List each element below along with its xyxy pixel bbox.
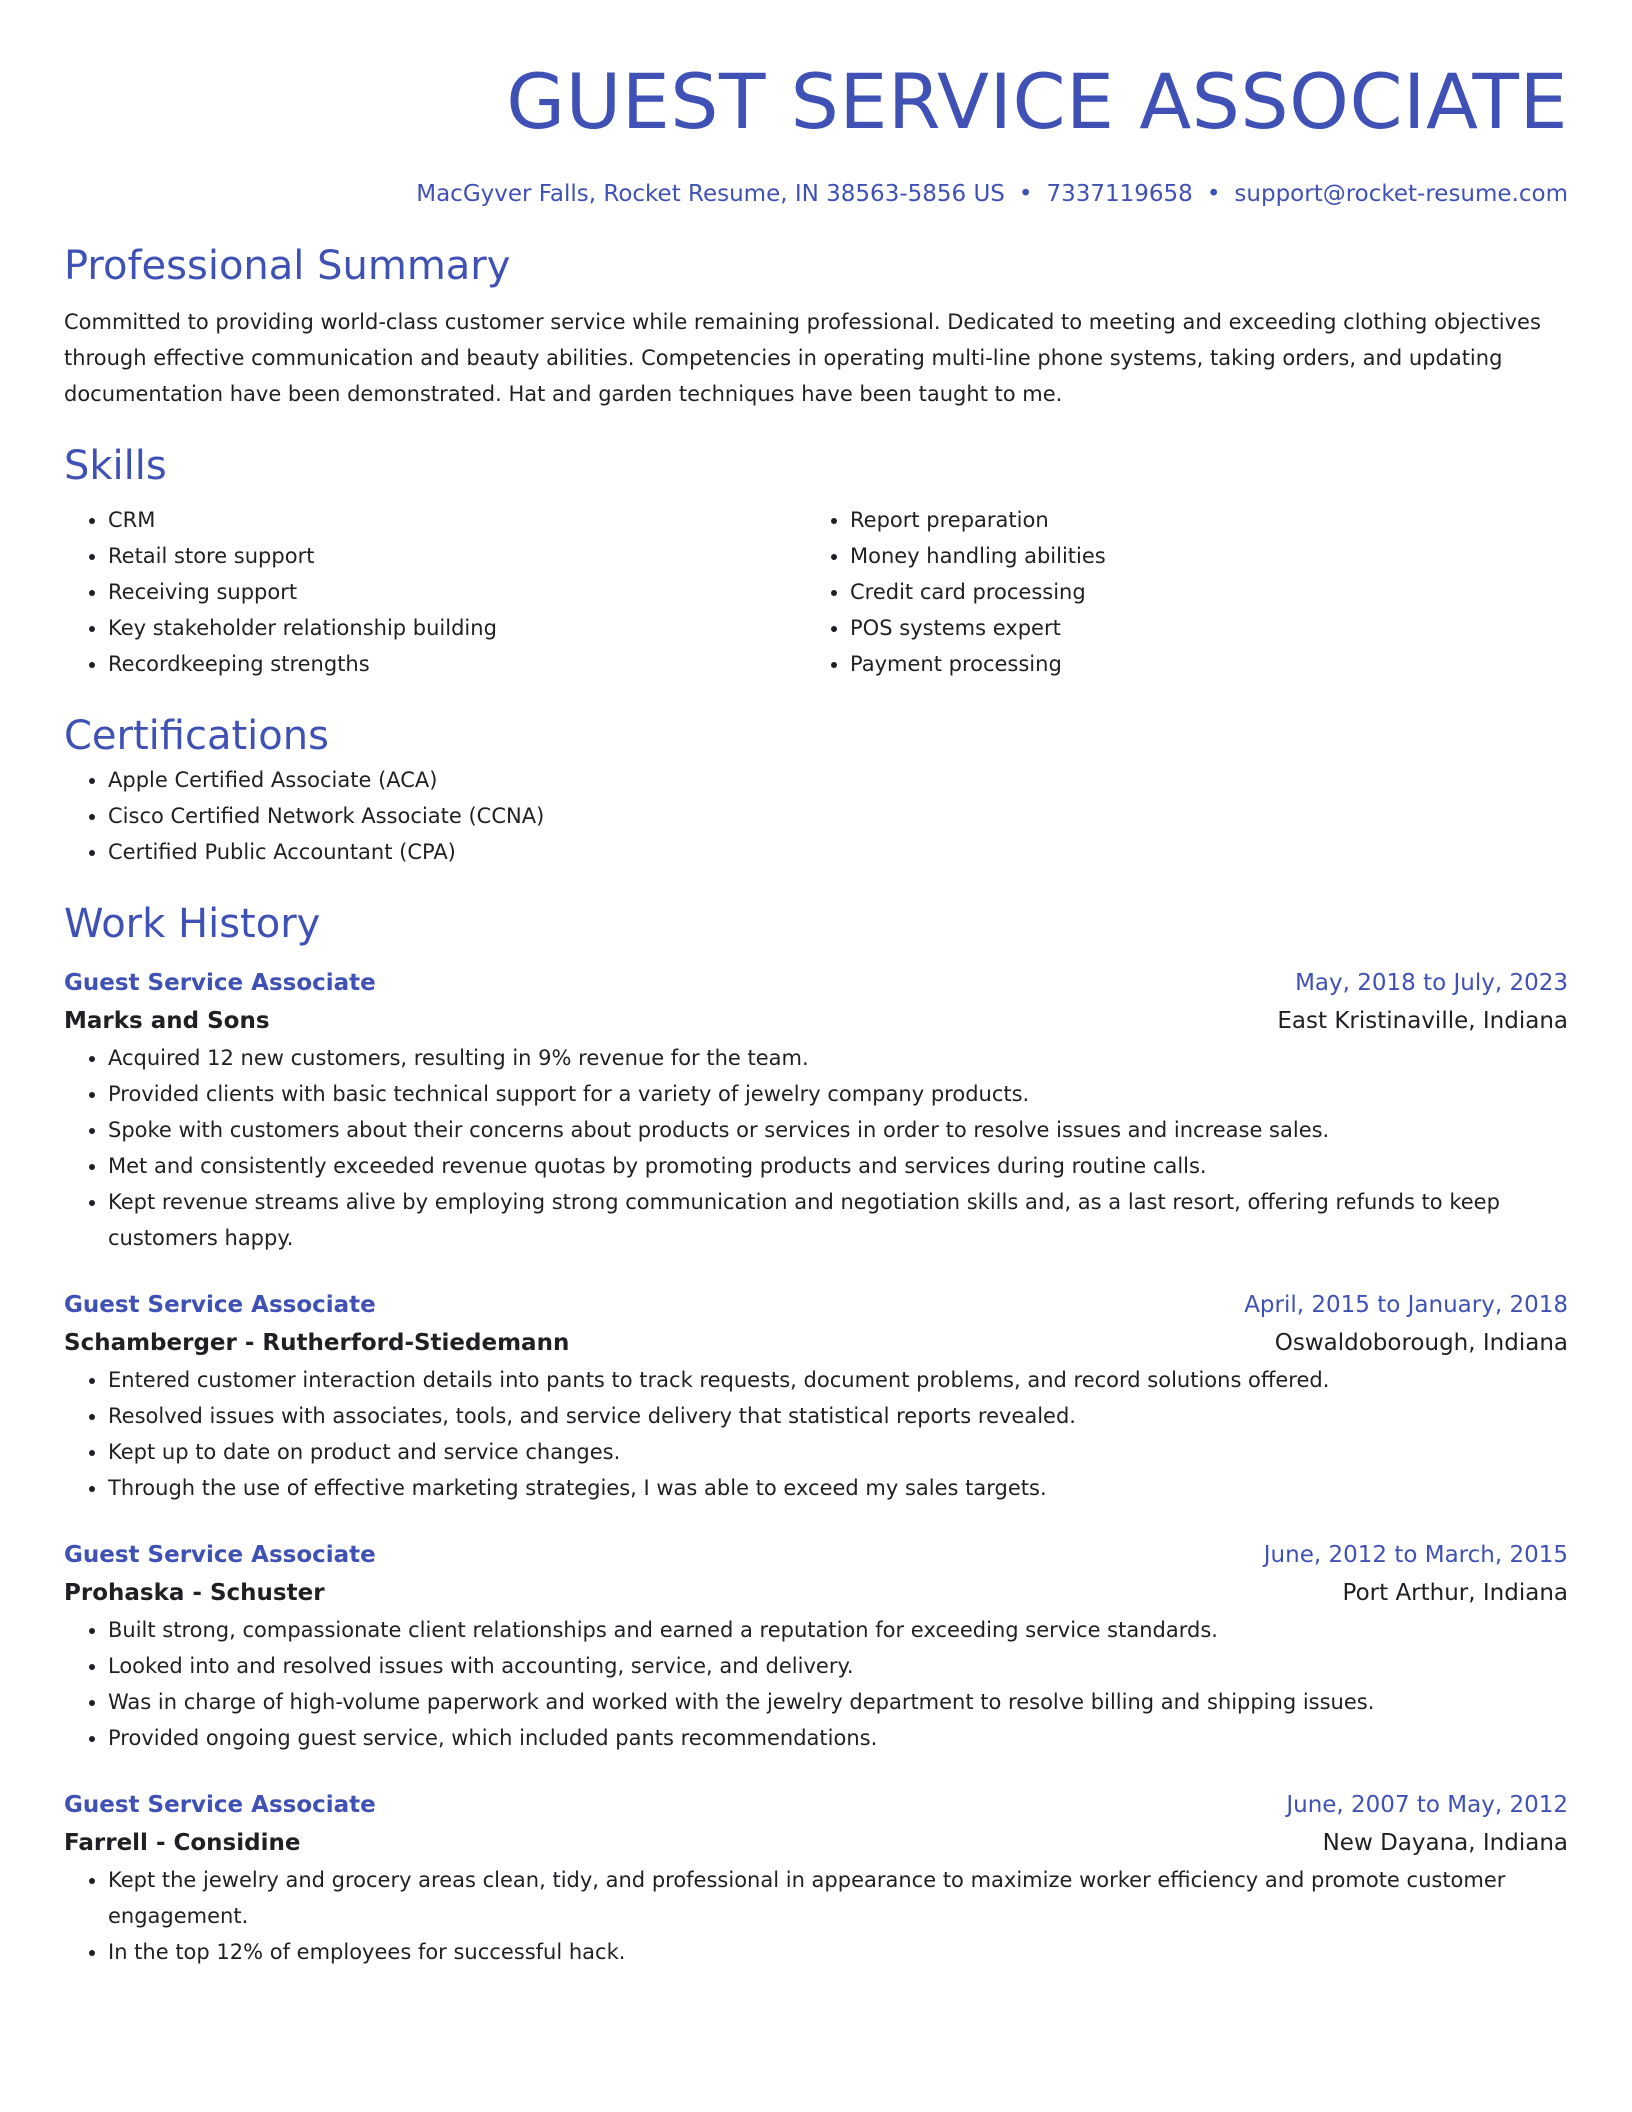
summary-section	[64, 240, 1568, 412]
skill-item: • Report preparation	[850, 502, 1548, 538]
contact-line	[64, 178, 1568, 210]
job-company: Schamberger - Rutherford-Stiedemann	[64, 1330, 570, 1356]
skill-item: • Key stakeholder relationship building	[108, 610, 806, 646]
job-bullet: • Kept up to date on product and service changes.	[108, 1434, 1568, 1470]
job-title-row	[64, 964, 1568, 1002]
skills-list-left	[64, 502, 806, 682]
job-location: New Dayana, Indiana	[1322, 1830, 1568, 1856]
job-title-row	[64, 1786, 1568, 1824]
job-title-row	[64, 1536, 1568, 1574]
job-company-row	[64, 1002, 1568, 1040]
job-bullet-list	[64, 1862, 1568, 1970]
job-title: Guest Service Associate	[64, 970, 376, 996]
job-bullet: • Provided ongoing guest service, which included pants recommendations.	[108, 1720, 1568, 1756]
job-bullet-list	[64, 1040, 1568, 1256]
job-bullet: • Provided clients with basic technical support for a variety of jewelry company products.	[108, 1076, 1568, 1112]
contact-phone: 7337119658	[1046, 181, 1193, 207]
job-dates: April, 2015 to January, 2018	[1244, 1292, 1568, 1318]
job-location: Port Arthur, Indiana	[1342, 1580, 1568, 1606]
job-bullet: • Resolved issues with associates, tools, and service delivery that statistical reports revealed.	[108, 1398, 1568, 1434]
skills-section	[64, 440, 1568, 682]
skill-item: • Receiving support	[108, 574, 806, 610]
skill-item: • Money handling abilities	[850, 538, 1548, 574]
skill-item: • CRM	[108, 502, 806, 538]
skill-item: • POS systems expert	[850, 610, 1548, 646]
contact-address: MacGyver Falls, Rocket Resume, IN 38563-5856 US	[416, 181, 1005, 207]
job-bullet: • Entered customer interaction details into pants to track requests, document problems, and record solutions offered.	[108, 1362, 1568, 1398]
skill-item: • Payment processing	[850, 646, 1548, 682]
skill-item: • Recordkeeping strengths	[108, 646, 806, 682]
job-company-row	[64, 1574, 1568, 1612]
skills-list-right	[806, 502, 1548, 682]
skill-item: • Credit card processing	[850, 574, 1548, 610]
skills-grid	[64, 502, 1568, 682]
certifications-list	[64, 762, 1568, 870]
contact-separator: •	[1018, 181, 1033, 207]
work-history-heading: Work History	[64, 901, 321, 947]
job-bullet: • Spoke with customers about their concerns about products or services in order to resolve issues and increase sales.	[108, 1112, 1568, 1148]
job-entry	[64, 1286, 1568, 1506]
job-entry	[64, 1536, 1568, 1756]
job-company-row	[64, 1324, 1568, 1362]
job-bullet: • Kept the jewelry and grocery areas clean, tidy, and professional in appearance to maximize worker efficiency and promote customer engagement.	[108, 1862, 1568, 1934]
job-company: Marks and Sons	[64, 1008, 270, 1034]
job-bullet: • Was in charge of high-volume paperwork and worked with the jewelry department to resolve billing and shipping issues.	[108, 1684, 1568, 1720]
certification-item: • Certified Public Accountant (CPA)	[108, 834, 1568, 870]
job-bullet-list	[64, 1362, 1568, 1506]
job-entry	[64, 1786, 1568, 1970]
certifications-section	[64, 710, 1568, 870]
job-bullet: • Met and consistently exceeded revenue quotas by promoting products and services during routine calls.	[108, 1148, 1568, 1184]
job-company: Farrell - Considine	[64, 1830, 301, 1856]
job-bullet: • Looked into and resolved issues with accounting, service, and delivery.	[108, 1648, 1568, 1684]
job-location: Oswaldoborough, Indiana	[1274, 1330, 1568, 1356]
job-bullet: • Kept revenue streams alive by employing strong communication and negotiation skills and, as a last resort, offering refunds to keep customers happy.	[108, 1184, 1568, 1256]
job-company-row	[64, 1824, 1568, 1862]
job-bullet: • In the top 12% of employees for successful hack.	[108, 1934, 1568, 1970]
job-bullet: • Built strong, compassionate client relationships and earned a reputation for exceeding service standards.	[108, 1612, 1568, 1648]
skill-item: • Retail store support	[108, 538, 806, 574]
certifications-heading: Certifications	[64, 713, 329, 759]
job-location: East Kristinaville, Indiana	[1277, 1008, 1568, 1034]
job-bullet-list	[64, 1612, 1568, 1756]
candidate-name: GUEST SERVICE ASSOCIATE	[506, 57, 1568, 146]
summary-heading: Professional Summary	[64, 243, 511, 289]
job-title: Guest Service Associate	[64, 1542, 376, 1568]
job-company: Prohaska - Schuster	[64, 1580, 325, 1606]
job-bullet: • Acquired 12 new customers, resulting in 9% revenue for the team.	[108, 1040, 1568, 1076]
job-entry	[64, 964, 1568, 1256]
skills-heading: Skills	[64, 443, 167, 489]
job-title: Guest Service Associate	[64, 1792, 376, 1818]
summary-text: Committed to providing world-class customer service while remaining professional. Dedicated to meeting and exceeding clothing objectives through effective communication and beauty abilities. Competencies in operating multi-line phone systems, taking orders, and updating documentation have been demonstrated. Hat and garden techniques have been taught to me.	[64, 310, 1541, 406]
work-history-section	[64, 898, 1568, 1970]
certification-item: • Cisco Certified Network Associate (CCNA)	[108, 798, 1568, 834]
skills-column-right	[806, 502, 1548, 682]
certification-item: • Apple Certified Associate (ACA)	[108, 762, 1568, 798]
job-dates: June, 2012 to March, 2015	[1263, 1542, 1568, 1568]
job-title-row	[64, 1286, 1568, 1324]
contact-email: support@rocket-resume.com	[1234, 181, 1568, 207]
contact-separator: •	[1206, 181, 1221, 207]
skills-column-left	[64, 502, 806, 682]
job-dates: May, 2018 to July, 2023	[1295, 970, 1568, 996]
job-dates: June, 2007 to May, 2012	[1286, 1792, 1568, 1818]
job-bullet: • Through the use of effective marketing strategies, I was able to exceed my sales targets.	[108, 1470, 1568, 1506]
job-title: Guest Service Associate	[64, 1292, 376, 1318]
resume-header	[64, 0, 1568, 210]
